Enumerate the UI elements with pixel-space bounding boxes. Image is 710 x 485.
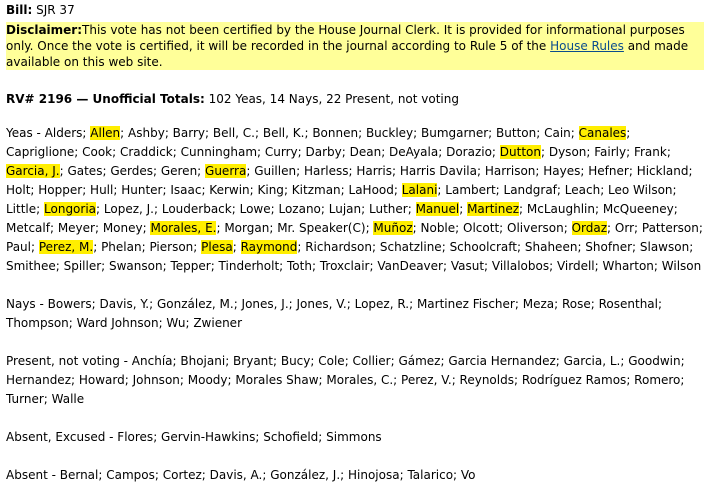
member-name: Mr. Speaker(C)	[277, 221, 366, 235]
member-name: Bonnen	[312, 126, 359, 140]
member-name: Morales, E.	[150, 221, 217, 235]
member-name: Martinez	[467, 202, 520, 216]
member-name: King	[257, 183, 284, 197]
member-name: Craddick	[119, 145, 173, 159]
member-name: Metcalf	[6, 221, 50, 235]
member-name: Dyson	[548, 145, 587, 159]
member-name: McQueeney	[602, 202, 674, 216]
member-name: Schatzline	[379, 240, 442, 254]
member-name: Spiller	[63, 259, 102, 273]
member-name: Bell, C.	[212, 126, 255, 140]
member-name: Lopez, R.	[354, 297, 410, 311]
member-name: Button	[496, 126, 537, 140]
member-name: Leach	[564, 183, 601, 197]
member-name: Kerwin	[209, 183, 250, 197]
member-name: Talarico	[407, 468, 454, 482]
member-name: Davis, A.	[209, 468, 263, 482]
member-name: Bucy	[280, 354, 311, 368]
unofficial-totals-label: Unofficial Totals:	[92, 92, 205, 106]
disclaimer-label: Disclaimer:	[6, 23, 83, 37]
member-name: Reynolds	[459, 373, 514, 387]
vote-section-label: Absent, Excused -	[6, 430, 118, 444]
member-name: Cain	[544, 126, 571, 140]
member-name: Rose	[561, 297, 591, 311]
member-name: Schoolcraft	[449, 240, 518, 254]
member-name: Harrison	[484, 164, 536, 178]
member-name: Howard	[78, 373, 125, 387]
member-name: Smithee	[6, 259, 56, 273]
member-name: LaHood	[348, 183, 394, 197]
member-name: Perez, V.	[401, 373, 452, 387]
member-name: Villalobos	[491, 259, 550, 273]
member-name: Morales, C.	[326, 373, 394, 387]
member-name: Manuel	[415, 202, 460, 216]
member-name: Martinez Fischer	[416, 297, 515, 311]
member-name: Campos	[106, 468, 155, 482]
member-name: Schofield	[263, 430, 319, 444]
member-name: Hickland	[636, 164, 689, 178]
member-name: Ashby	[128, 126, 165, 140]
member-name: Meza	[522, 297, 555, 311]
member-name: Curry	[264, 145, 298, 159]
member-name: Patterson	[641, 221, 699, 235]
disclaimer-box	[6, 22, 704, 70]
member-name: Geren	[160, 164, 198, 178]
member-name: Guillen	[254, 164, 297, 178]
member-name: Rodríguez Ramos	[521, 373, 627, 387]
member-name: Tinderholt	[218, 259, 280, 273]
bill-line	[6, 2, 704, 18]
member-name: Garcia Hernandez	[448, 354, 556, 368]
member-name: Raymond	[240, 240, 298, 254]
member-name: González, M.	[156, 297, 234, 311]
member-name: Guerra	[205, 164, 247, 178]
member-name: Hayes	[543, 164, 581, 178]
member-name: Bernal	[59, 468, 99, 482]
member-name: Harless	[303, 164, 349, 178]
member-name: Collier	[352, 354, 391, 368]
member-name: Frank	[633, 145, 667, 159]
member-name: Shaheen	[524, 240, 578, 254]
member-name: Lozano	[278, 202, 321, 216]
member-name: Tepper	[170, 259, 211, 273]
member-name: Plesa	[201, 240, 233, 254]
member-name: Orr	[614, 221, 635, 235]
member-name: Goodwin	[628, 354, 681, 368]
vote-sections	[6, 124, 704, 485]
member-name: Hefner	[588, 164, 629, 178]
member-name: Cook	[82, 145, 113, 159]
member-name: Noble	[420, 221, 456, 235]
member-name: Capriglione	[6, 145, 75, 159]
member-name: Paul	[6, 240, 31, 254]
bill-number: SJR 37	[36, 3, 75, 17]
member-name: Bumgarner	[421, 126, 489, 140]
bill-label: Bill:	[6, 3, 33, 17]
member-name: Ordaz	[571, 221, 608, 235]
member-name: Thompson	[6, 316, 69, 330]
member-name: Dean	[349, 145, 382, 159]
member-name: Barry	[172, 126, 206, 140]
member-name: Louderback	[161, 202, 232, 216]
member-name: Holt	[6, 183, 31, 197]
vote-section: Nays - Bowers; Davis, Y.; González, M.; Jones, J.; Jones, V.; Lopez, R.; Martinez Fischer; Meza; Rose; Rosenthal; Thompson; Ward Johnson; Wu; Zwiener	[6, 297, 663, 330]
member-name: Jones, J.	[241, 297, 289, 311]
member-name: Simmons	[326, 430, 382, 444]
member-name: Leo Wilson	[608, 183, 673, 197]
member-name: Hinojosa	[348, 468, 400, 482]
member-name: McLaughlin	[526, 202, 595, 216]
member-name: Little	[6, 202, 37, 216]
member-name: Johnson	[132, 373, 180, 387]
member-name: Cunningham	[180, 145, 258, 159]
member-name: Anchía	[131, 354, 173, 368]
vote-section: Absent - Bernal; Campos; Cortez; Davis, A.; González, J.; Hinojosa; Talarico; Vo	[6, 468, 476, 482]
member-name: Dorazio	[446, 145, 492, 159]
record-vote-number: RV# 2196	[6, 92, 73, 106]
member-name: Gates	[67, 164, 103, 178]
house-rules-link[interactable]: House Rules	[550, 39, 624, 53]
member-name: Bowers	[47, 297, 92, 311]
member-name: Moody	[187, 373, 228, 387]
member-name: Alders	[44, 126, 83, 140]
member-name: Zwiener	[193, 316, 243, 330]
member-name: Cole	[318, 354, 345, 368]
member-name: Darby	[305, 145, 342, 159]
vote-section-label: Present, not voting -	[6, 354, 132, 368]
member-name: Allen	[90, 126, 121, 140]
member-name: Harris	[356, 164, 392, 178]
record-vote-separator: —	[72, 92, 93, 106]
member-name: Toth	[287, 259, 312, 273]
member-name: Isaac	[170, 183, 202, 197]
member-name: Hopper	[38, 183, 83, 197]
vote-section: Absent, Excused - Flores; Gervin-Hawkins; Schofield; Simmons	[6, 430, 382, 444]
member-name: Rosenthal	[598, 297, 658, 311]
member-name: Lowe	[239, 202, 271, 216]
member-name: VanDeaver	[377, 259, 443, 273]
member-name: Kitzman	[291, 183, 341, 197]
member-name: Wu	[166, 316, 186, 330]
vote-section-label: Absent -	[6, 468, 60, 482]
member-name: Buckley	[365, 126, 414, 140]
member-name: Garcia, J.	[6, 164, 60, 178]
member-name: Cortez	[162, 468, 202, 482]
vote-section-label: Yeas -	[6, 126, 45, 140]
member-name: Troxclair	[319, 259, 370, 273]
member-name: Flores	[117, 430, 154, 444]
member-name: Lalani	[401, 183, 438, 197]
member-name: González, J.	[270, 468, 341, 482]
member-name: Lujan	[328, 202, 362, 216]
member-name: Virdell	[556, 259, 595, 273]
member-name: Hernandez	[6, 373, 71, 387]
member-name: Shofner	[585, 240, 633, 254]
member-name: Slawson	[639, 240, 690, 254]
member-name: DeAyala	[389, 145, 439, 159]
member-name: Money	[102, 221, 143, 235]
member-name: Wharton	[602, 259, 654, 273]
member-name: Pierson	[149, 240, 194, 254]
member-name: Richardson	[305, 240, 372, 254]
vote-section-label: Nays -	[6, 297, 48, 311]
member-name: Dutton	[499, 145, 541, 159]
disclaimer-text-before: This vote has not been certified by the House Journal Clerk. It is provided for informational purposes only. Once the vote is certified, it will be recorded in the journal according to Rule 5 of the	[6, 23, 685, 53]
member-name: Landgraf	[503, 183, 557, 197]
member-name: Vo	[460, 468, 476, 482]
member-name: Harris Davila	[399, 164, 477, 178]
member-name: Fairly	[594, 145, 627, 159]
member-name: Olcott	[463, 221, 500, 235]
member-name: Romero	[634, 373, 681, 387]
member-name: Gámez	[398, 354, 441, 368]
member-name: Hull	[90, 183, 114, 197]
member-name: Phelan	[101, 240, 142, 254]
member-name: Davis, Y.	[99, 297, 150, 311]
member-name: Perez, M.	[38, 240, 94, 254]
member-name: Gervin-Hawkins	[161, 430, 256, 444]
member-name: Gerdes	[110, 164, 153, 178]
member-name: Turner	[6, 392, 44, 406]
unofficial-totals-text: 102 Yeas, 14 Nays, 22 Present, not voting	[204, 92, 459, 106]
member-name: Garcia, L.	[563, 354, 621, 368]
member-name: Swanson	[109, 259, 163, 273]
member-name: Longoria	[44, 202, 97, 216]
disclaimer-text-after: and made available on this web site.	[6, 39, 689, 69]
member-name: Muñoz	[373, 221, 413, 235]
member-name: Bhojani	[180, 354, 226, 368]
member-name: Bryant	[233, 354, 273, 368]
member-name: Vasut	[450, 259, 485, 273]
member-name: Wilson	[661, 259, 702, 273]
member-name: Walle	[51, 392, 85, 406]
vote-section: Yeas - Alders; Allen; Ashby; Barry; Bell, C.; Bell, K.; Bonnen; Buckley; Bumgarner; Button; Cain; Canales; Capriglione; Cook; Craddick; Cunningham; Curry; Darby; Dean; DeAyala; Dorazio; Dutton; Dyson; Fairly; Frank; Garcia, J.; Gates; Gerdes; Geren; Guerra; Guillen; Harless; Harris; Harris Davila; Harrison; Hayes; Hefner; Hickland; Holt; Hopper; Hull; Hunter; Isaac; Kerwin; King; Kitzman; LaHood; Lalani; Lambert; Landgraf; Leach; Leo Wilson; Little; Longoria; Lopez, J.; Louderback; Lowe; Lozano; Lujan; Luther; Manuel; Martinez; McLaughlin; McQueeney; Metcalf; Meyer; Money; Morales, E.; Morgan; Mr. Speaker(C); Muñoz; Noble; Olcott; Oliverson; Ordaz; Orr; Patterson; Paul; Perez, M.; Phelan; Pierson; Plesa; Raymond; Richardson; Schatzline; Schoolcraft; Shaheen; Shofner; Slawson; Smithee; Spiller; Swanson; Tepper; Tinderholt; Toth; Troxclair; VanDeaver; Vasut; Villalobos; Virdell; Wharton; Wilson	[6, 126, 703, 273]
member-name: Bell, K.	[262, 126, 305, 140]
member-name: Jones, V.	[296, 297, 347, 311]
member-name: Ward Johnson	[76, 316, 159, 330]
member-name: Hunter	[121, 183, 163, 197]
member-name: Lambert	[445, 183, 496, 197]
vote-section: Present, not voting - Anchía; Bhojani; Bryant; Bucy; Cole; Collier; Gámez; Garcia Hernandez; Garcia, L.; Goodwin; Hernandez; Howard; Johnson; Moody; Morales Shaw; Morales, C.; Perez, V.; Reynolds; Rodríguez Ramos; Romero; Turner; Walle	[6, 354, 685, 406]
member-name: Luther	[368, 202, 408, 216]
member-name: Morales Shaw	[235, 373, 319, 387]
member-name: Canales	[578, 126, 627, 140]
vote-totals-line	[6, 91, 704, 107]
member-name: Oliverson	[507, 221, 564, 235]
member-name: Morgan	[224, 221, 270, 235]
member-name: Meyer	[57, 221, 95, 235]
member-name: Lopez, J.	[103, 202, 154, 216]
